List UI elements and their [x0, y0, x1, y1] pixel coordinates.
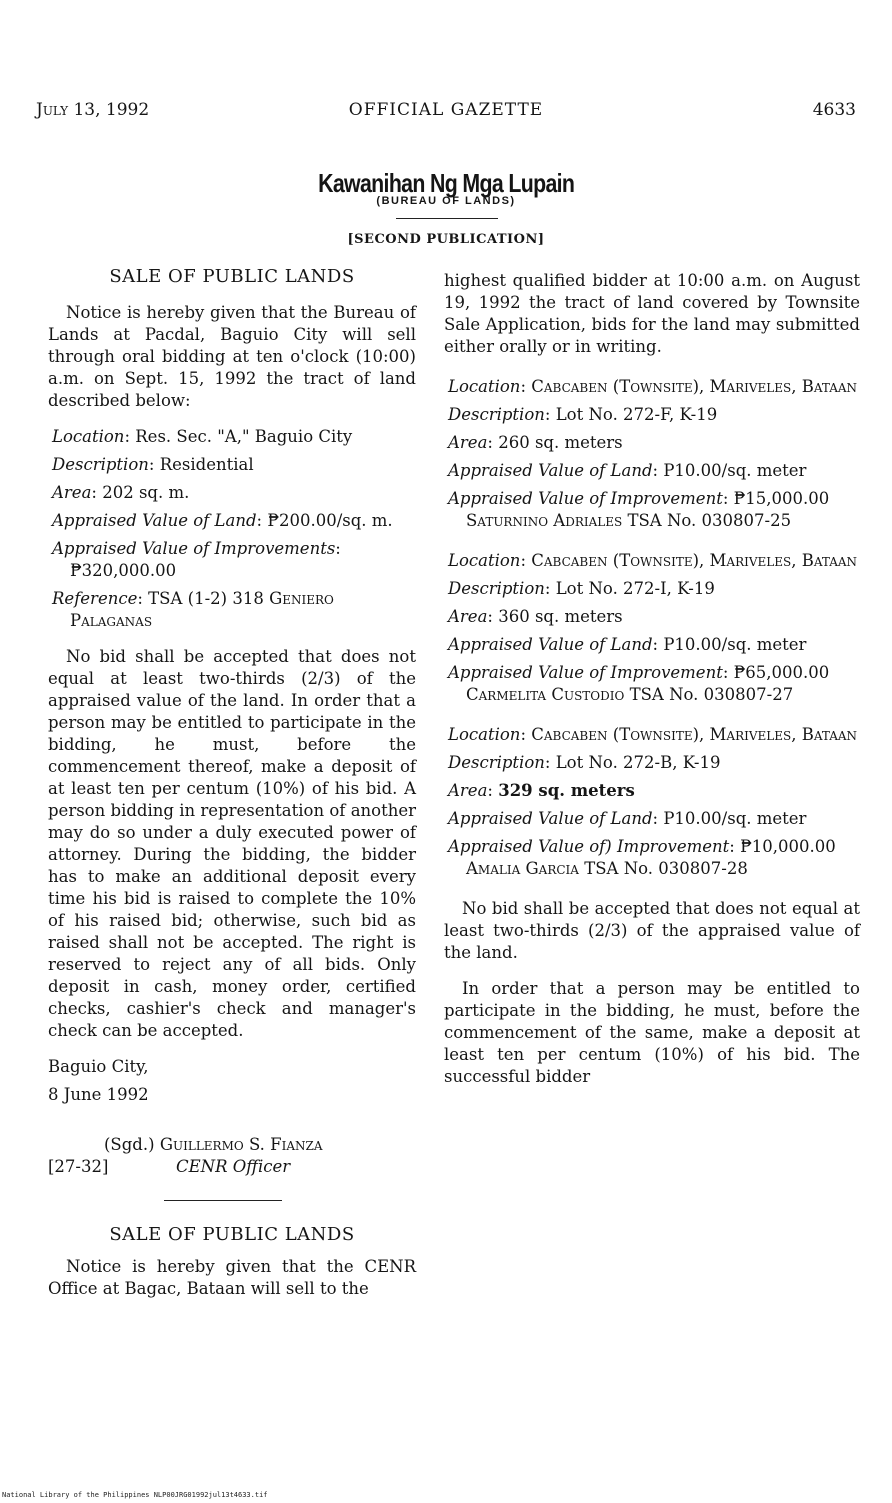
notice1-field: Appraised Value of Land: ₱200.00/sq. m. [52, 511, 393, 530]
page-header [36, 100, 856, 124]
lot-entry [444, 376, 860, 532]
signature-line: (Sgd.) Guillermo S. Fianza [104, 1135, 323, 1154]
lot-location: Location: Cabcaben (Townsite), Mariveles, Bataan [448, 377, 858, 396]
lot-improvement: Appraised Value of Improvement: ₱15,000.00 Saturnino Adriales TSA No. 030807-25 [448, 489, 830, 530]
signatory-position: CENR Officer [176, 1157, 291, 1176]
notice2-title: SALE OF PUBLIC LANDS [109, 1224, 355, 1245]
signature-block [48, 1134, 416, 1186]
lot-improvement: Appraised Value of Improvement: ₱65,000.00 Carmelita Custodio TSA No. 030807-27 [448, 663, 830, 704]
notice1-place: Baguio City, [48, 1057, 149, 1076]
notice1-title: SALE OF PUBLIC LANDS [109, 266, 355, 287]
lot-area: Area: 260 sq. meters [448, 433, 623, 452]
lot-location: Location: Cabcaben (Townsite), Mariveles, Bataan [448, 551, 858, 570]
issue-reference: [27-32] [48, 1157, 109, 1176]
scan-footer: National Library of the Philippines NLP00JRG01992jul13t4633.tif [2, 1491, 268, 1499]
notice1-field: Area: 202 sq. m. [52, 483, 190, 502]
header-date: July 13, 1992 [36, 100, 150, 120]
left-column [48, 266, 416, 1300]
section-divider-wrap [48, 1186, 416, 1224]
lot-description: Description: Lot No. 272-I, K-19 [448, 579, 715, 598]
bureau-name: Kawanihan Ng Mga Lupain [317, 168, 575, 198]
right-column [444, 270, 860, 1102]
lot-improvement: Appraised Value of) Improvement: ₱10,000.00 Amalia Garcia TSA No. 030807-28 [448, 837, 836, 878]
lot-location: Location: Cabcaben (Townsite), Mariveles, Bataan [448, 725, 858, 744]
notice1-reference: Reference: TSA (1-2) 318 Geniero Palaganas [52, 589, 334, 630]
notice2-condition-min-bid: No bid shall be accepted that does not equal at least two-thirds (2/3) of the appraised value of the land. [444, 899, 860, 962]
notice2-condition-deposit: In order that a person may be entitled to participate in the bidding, he must, before the commencement of the same, make a deposit at least ten per centum (10%) of his bid. The successful bidder [444, 979, 860, 1086]
header-page-number: 4633 [812, 100, 856, 120]
notice2-intro: Notice is hereby given that the CENR Office at Bagac, Bataan will sell to the [48, 1257, 416, 1298]
notice1-date: 8 June 1992 [48, 1085, 149, 1104]
lot-description: Description: Lot No. 272-F, K-19 [448, 405, 718, 424]
publication-note: [SECOND PUBLICATION] [347, 232, 545, 247]
section-divider [164, 1200, 282, 1201]
lot-land-value: Appraised Value of Land: P10.00/sq. meter [448, 635, 807, 654]
notice2-intro-continued: highest qualified bidder at 10:00 a.m. on August 19, 1992 the tract of land covered by Townsite Sale Application, bids for the land may submitted either orally or in writing. [444, 271, 860, 356]
notice1-field: Appraised Value of Improvements: ₱320,000.00 [52, 539, 341, 580]
notice1-field: Description: Residential [52, 455, 254, 474]
notice1-field: Location: Res. Sec. "A," Baguio City [52, 427, 353, 446]
header-publication: OFFICIAL GAZETTE [348, 100, 544, 120]
notice1-intro: Notice is hereby given that the Bureau of Lands at Pacdal, Baguio City will sell through oral bidding at ten o'clock (10:00) a.m. on Sept. 15, 1992 the tract of land described below: [48, 303, 416, 410]
lot-area: Area: 329 sq. meters [448, 781, 635, 800]
lot-area: Area: 360 sq. meters [448, 607, 623, 626]
bureau-subtitle: (BUREAU OF LANDS) [376, 195, 516, 207]
lot-land-value: Appraised Value of Land: P10.00/sq. meter [448, 461, 807, 480]
lot-entry [444, 550, 860, 706]
notice1-conditions: No bid shall be accepted that does not equal at least two-thirds (2/3) of the appraised value of the land. In order that a person may be entitled to participate in the bidding, he must, before the commencement thereof, make a deposit of at least ten per centum (10%) of his bid. A person bidding in representation of another may do so under a duly executed power of attorney. During the bidding, the bidder has to make an additional deposit every time his bid is raised to complete the 10% of his raised bid; otherwise, such bid as raised shall not be accepted. The right is reserved to reject any of all bids. Only deposit in cash, money order, certified checks, cashier's check and manager's check can be accepted. [48, 647, 416, 1040]
lot-land-value: Appraised Value of Land: P10.00/sq. meter [448, 809, 807, 828]
lot-entry [444, 724, 860, 880]
heading-divider [396, 218, 498, 219]
bureau-heading [0, 168, 892, 207]
lot-description: Description: Lot No. 272-B, K-19 [448, 753, 721, 772]
